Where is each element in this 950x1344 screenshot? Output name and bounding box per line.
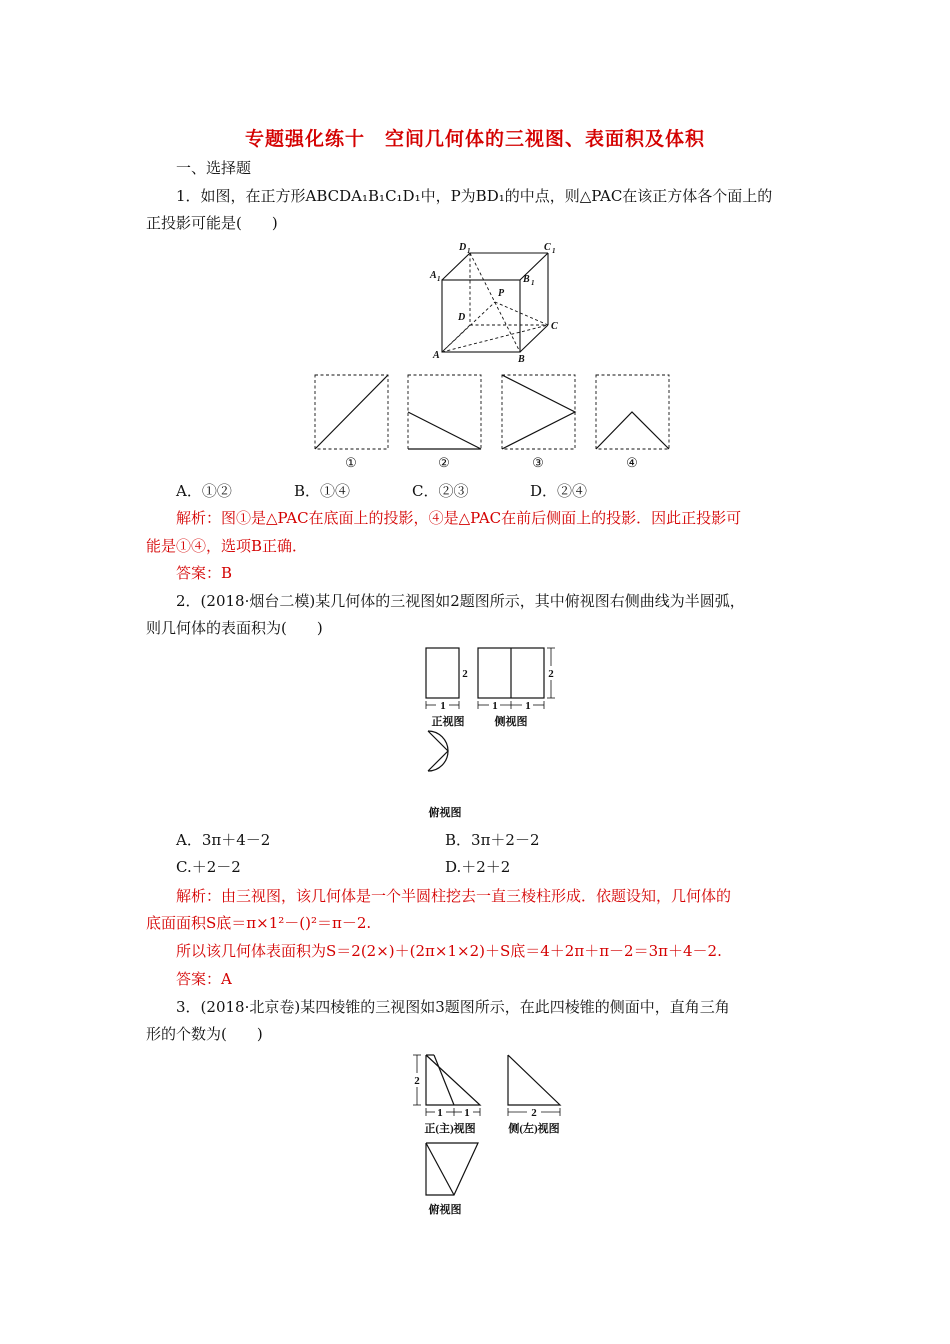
label-d1: D [459, 242, 467, 253]
q2-dim-1-side-left: 1 [492, 700, 498, 712]
q3-stem-line1: 3．(2018·北京卷)某四棱锥的三视图如3题图所示，在此四棱锥的侧面中，直角三角 [176, 998, 730, 1016]
label-p: P [498, 288, 505, 299]
label-d1-sub: 1 [467, 247, 471, 255]
q1-stem-line2: 正投影可能是( ) [146, 214, 278, 232]
label-b: B [518, 354, 525, 365]
label-b1: B [523, 274, 530, 285]
fig-label-4: ④ [626, 455, 638, 470]
q3-side-view-label: 侧(左)视图 [508, 1123, 560, 1135]
q2-dim-1-front: 1 [440, 700, 446, 712]
fig-label-3: ③ [532, 455, 544, 470]
label-d: D [458, 312, 466, 323]
label-a1: A [430, 270, 437, 281]
q1-option-b: B．①④ [294, 482, 351, 500]
q2-analysis-line3: 所以该几何体表面积为S＝2(2×)＋(2π×1×2)＋S底＝4＋2π＋π－2＝3π＋4－2. [176, 942, 722, 960]
fig-label-1: ① [345, 455, 357, 470]
page-title: 专题强化练十 空间几何体的三视图、表面积及体积 [244, 128, 705, 150]
label-b1-sub: 1 [531, 279, 535, 287]
label-c: C [551, 321, 558, 332]
q2-option-d: D.＋2＋2 [445, 858, 511, 876]
q1-analysis-line2: 能是①④，选项B正确． [146, 537, 308, 555]
q1-cube-figure [420, 238, 570, 368]
label-c1: C [544, 242, 551, 253]
q2-top-view-label: 俯视图 [428, 807, 462, 819]
q2-stem-line2: 则几何体的表面积为( ) [146, 619, 323, 637]
q2-side-view-label: 侧视图 [494, 716, 528, 728]
q2-option-b: B．3π＋2－2 [445, 831, 540, 849]
q2-analysis-line2: 底面面积S底＝π×1²－()²＝π－2. [146, 914, 372, 932]
q1-answer: 答案：B [176, 564, 233, 582]
q3-three-views-figure [410, 1050, 590, 1220]
q3-dim-2-horizontal: 2 [531, 1107, 537, 1119]
q2-option-a: A．3π＋4－2 [176, 831, 271, 849]
q2-stem-line1: 2．(2018·烟台二模)某几何体的三视图如2题图所示，其中俯视图右侧曲线为半圆弧， [176, 592, 745, 610]
q2-dim-2-front: 2 [462, 668, 468, 680]
q3-dim-1-right: 1 [464, 1107, 470, 1119]
q1-option-a: A．①② [176, 482, 232, 500]
label-a1-sub: 1 [437, 275, 441, 283]
q3-top-view-label: 俯视图 [428, 1204, 462, 1216]
label-c1-sub: 1 [552, 247, 556, 255]
q2-dim-2-side: 2 [548, 668, 554, 680]
q2-dim-1-side-right: 1 [525, 700, 531, 712]
q1-option-c: C．②③ [412, 482, 469, 500]
section-heading: 一、选择题 [176, 159, 252, 177]
q2-analysis-line1: 解析：由三视图，该几何体是一个半圆柱挖去一直三棱柱形成．依题设知，几何体的 [176, 887, 732, 905]
q2-front-view-label: 正视图 [431, 716, 465, 728]
q2-answer: 答案：A [176, 970, 232, 988]
q2-three-views-figure [418, 643, 568, 823]
q1-analysis-line1: 解析：图①是△PAC在底面上的投影，④是△PAC在前后侧面上的投影．因此正投影可 [176, 509, 742, 527]
q1-option-d: D．②④ [530, 482, 588, 500]
q1-stem-line1: 1．如图，在正方形ABCDA₁B₁C₁D₁中，P为BD₁的中点，则△PAC在该正方体各个面上的 [176, 187, 773, 205]
fig-label-2: ② [438, 455, 450, 470]
q3-dim-1-left: 1 [437, 1107, 443, 1119]
label-a: A [433, 350, 440, 361]
q3-dim-2-vertical: 2 [414, 1075, 420, 1087]
q3-front-view-label: 正(主)视图 [424, 1123, 476, 1135]
q3-stem-line2: 形的个数为( ) [146, 1025, 263, 1043]
q2-option-c: C.＋2－2 [176, 858, 241, 876]
q1-projections-figure [310, 372, 675, 472]
